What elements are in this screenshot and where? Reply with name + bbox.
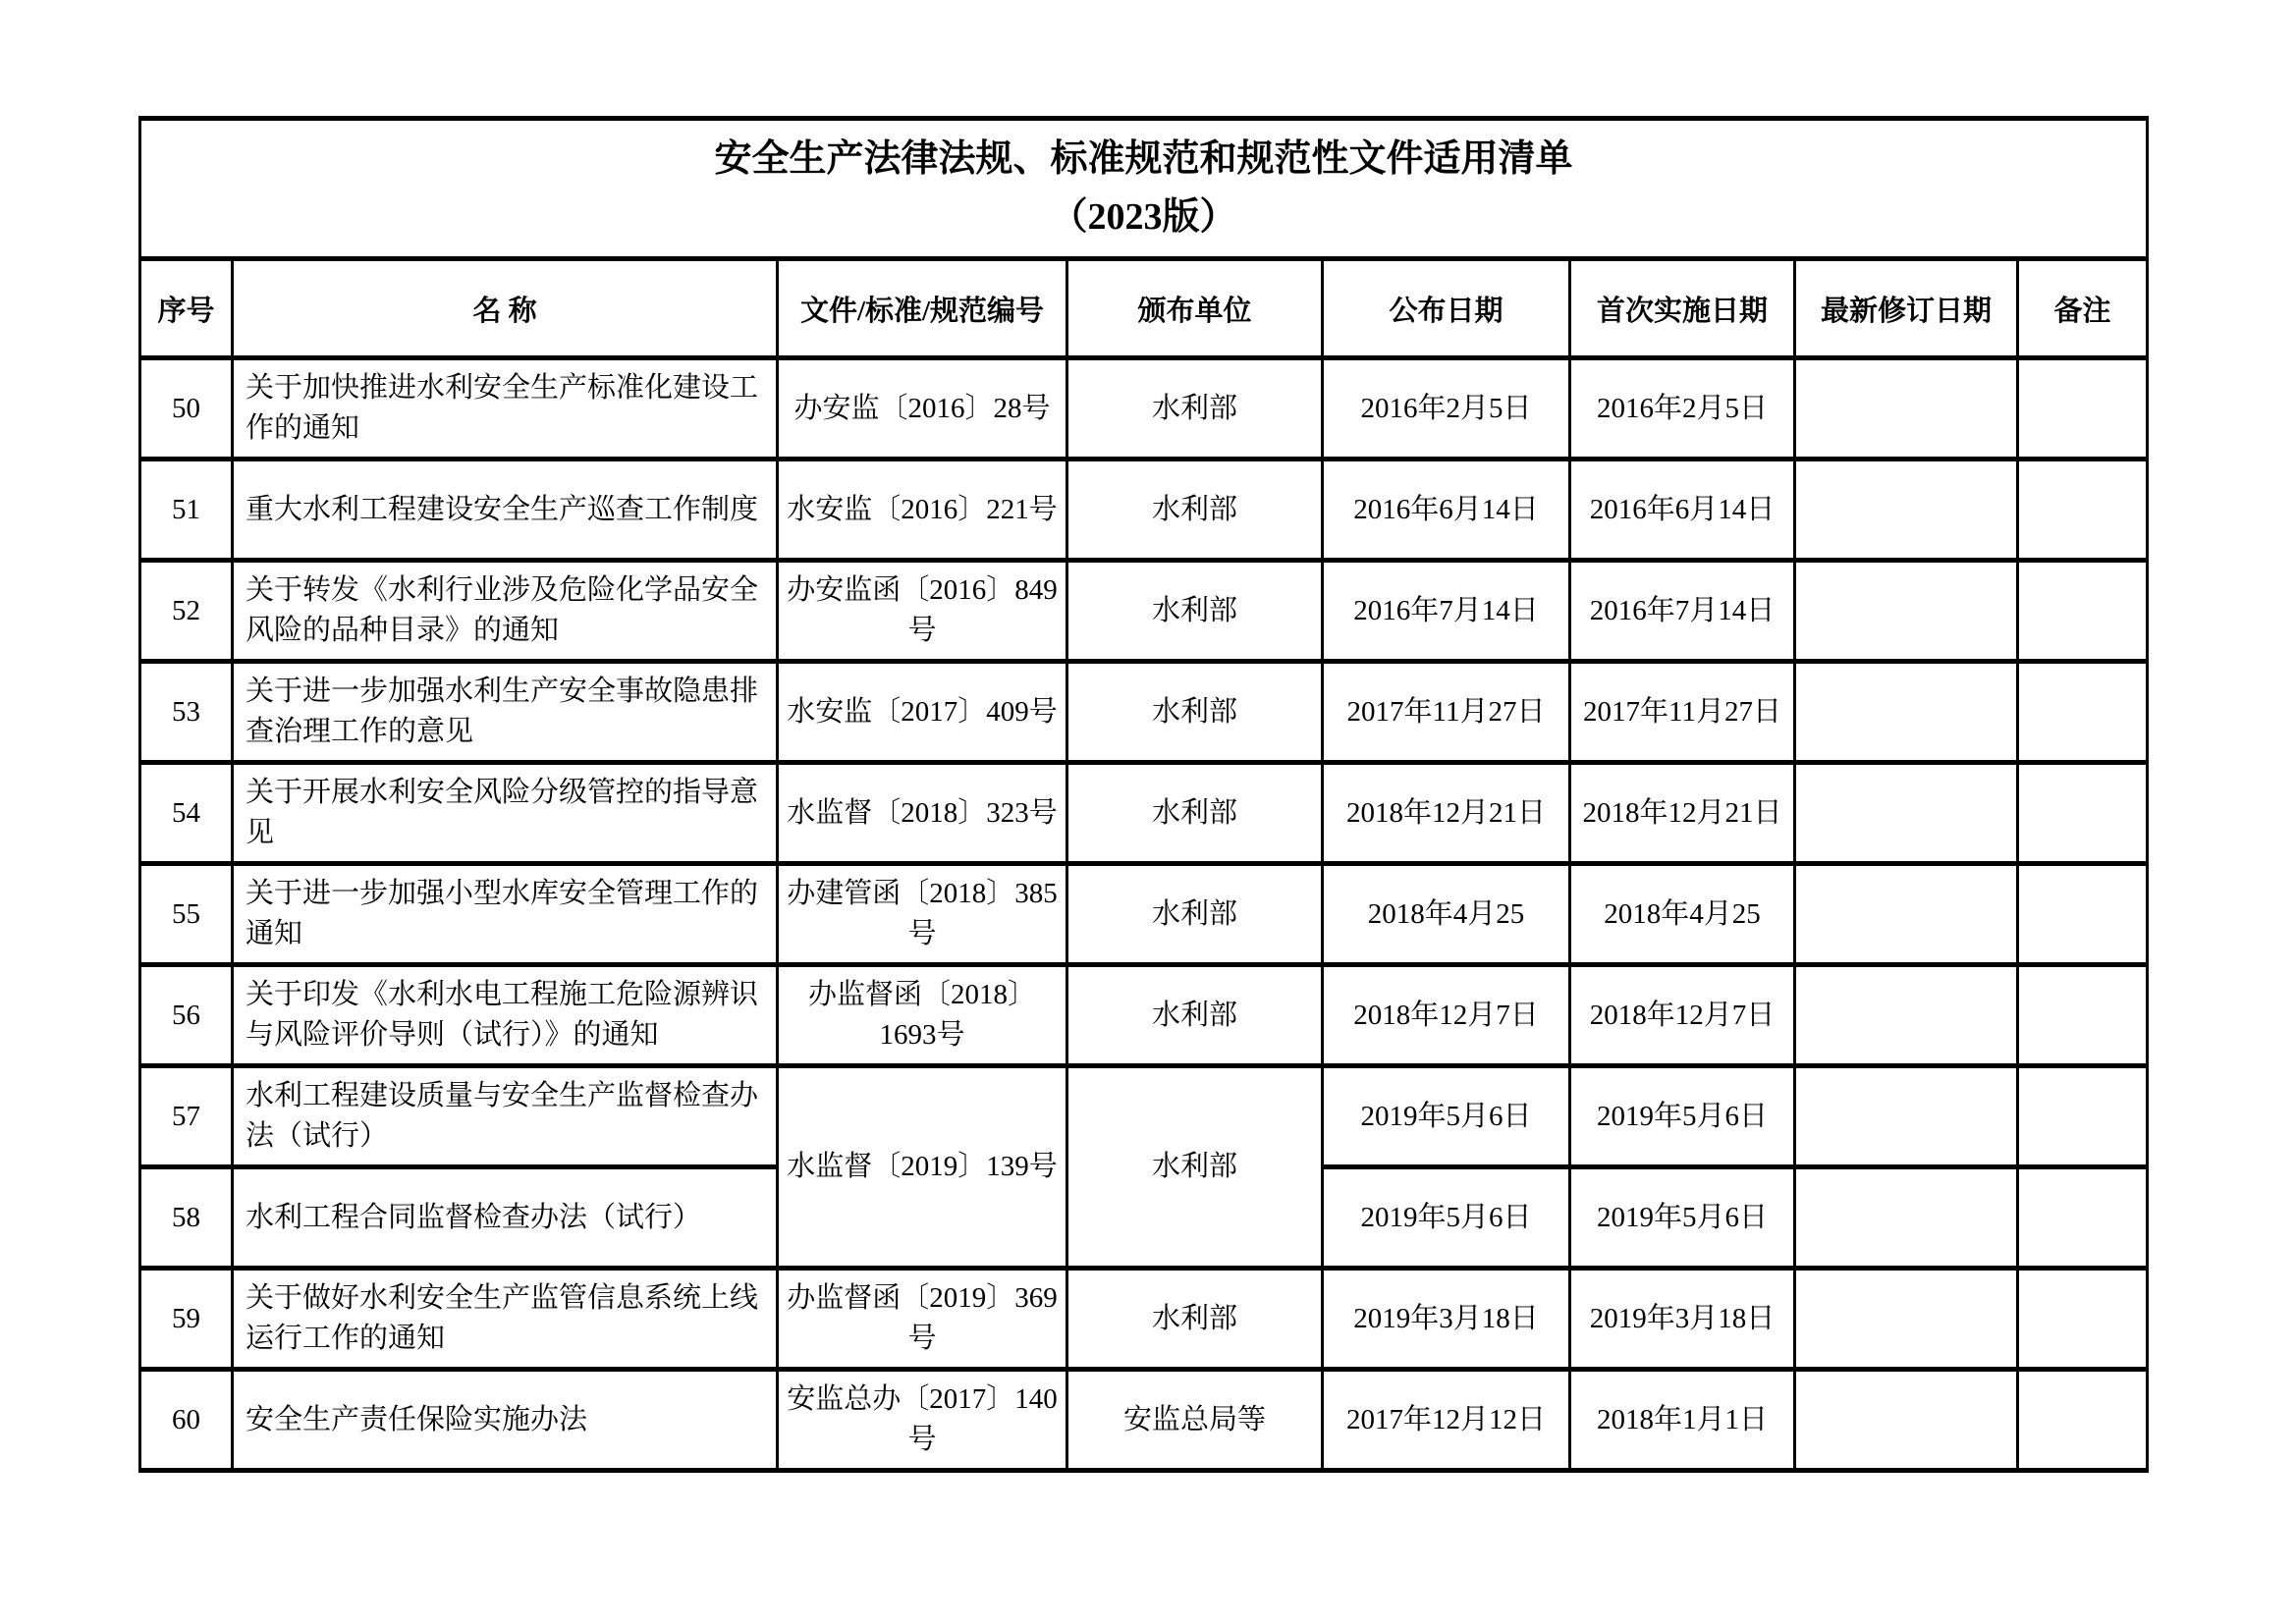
cell-first-impl-date: 2016年7月14日	[1570, 561, 1795, 662]
document-title-line2: （2023版）	[1050, 196, 1237, 238]
cell-remark	[2018, 1167, 2148, 1269]
cell-revision-date	[1795, 763, 2018, 864]
cell-first-impl-date: 2016年2月5日	[1570, 358, 1795, 460]
header-row	[140, 259, 2148, 358]
cell-publish-date: 2019年5月6日	[1323, 1066, 1570, 1167]
cell-publish-date: 2019年5月6日	[1323, 1167, 1570, 1269]
cell-publish-date: 2016年2月5日	[1323, 358, 1570, 460]
cell-issuer: 水利部	[1067, 358, 1323, 460]
cell-name: 关于开展水利安全风险分级管控的指导意见	[233, 763, 778, 864]
cell-first-impl-date: 2019年3月18日	[1570, 1269, 1795, 1370]
cell-serial: 57	[140, 1066, 233, 1167]
table-row-55	[140, 864, 2148, 965]
cell-publish-date: 2016年7月14日	[1323, 561, 1570, 662]
column-header-serial: 序号	[140, 259, 233, 358]
cell-serial: 52	[140, 561, 233, 662]
cell-issuer: 水利部	[1067, 1269, 1323, 1370]
cell-revision-date	[1795, 1167, 2018, 1269]
cell-issuer: 水利部	[1067, 561, 1323, 662]
document-title	[140, 119, 2148, 259]
cell-remark	[2018, 561, 2148, 662]
cell-doc-no: 水监督〔2018〕323号	[778, 763, 1067, 864]
table-row-51	[140, 460, 2148, 561]
cell-serial: 51	[140, 460, 233, 561]
cell-serial: 59	[140, 1269, 233, 1370]
column-header-issuer: 颁布单位	[1067, 259, 1323, 358]
cell-first-impl-date: 2018年1月1日	[1570, 1370, 1795, 1471]
cell-remark	[2018, 1370, 2148, 1471]
cell-first-impl-date: 2019年5月6日	[1570, 1167, 1795, 1269]
cell-revision-date	[1795, 460, 2018, 561]
cell-name: 关于进一步加强水利生产安全事故隐患排查治理工作的意见	[233, 662, 778, 763]
column-header-first-impl-date: 首次实施日期	[1570, 259, 1795, 358]
cell-revision-date	[1795, 358, 2018, 460]
cell-first-impl-date: 2016年6月14日	[1570, 460, 1795, 561]
cell-issuer: 安监总局等	[1067, 1370, 1323, 1471]
cell-doc-no: 安监总办〔2017〕140号	[778, 1370, 1067, 1471]
cell-publish-date: 2016年6月14日	[1323, 460, 1570, 561]
column-header-revision-date: 最新修订日期	[1795, 259, 2018, 358]
cell-name: 关于转发《水利行业涉及危险化学品安全风险的品种目录》的通知	[233, 561, 778, 662]
cell-remark	[2018, 460, 2148, 561]
cell-serial: 53	[140, 662, 233, 763]
cell-name: 关于加快推进水利安全生产标准化建设工作的通知	[233, 358, 778, 460]
cell-remark	[2018, 763, 2148, 864]
table-row-53	[140, 662, 2148, 763]
cell-name: 重大水利工程建设安全生产巡查工作制度	[233, 460, 778, 561]
cell-first-impl-date: 2018年4月25	[1570, 864, 1795, 965]
cell-name: 水利工程建设质量与安全生产监督检查办法（试行）	[233, 1066, 778, 1167]
cell-doc-no: 办安监〔2016〕28号	[778, 358, 1067, 460]
table-row-50	[140, 358, 2148, 460]
cell-name: 关于印发《水利水电工程施工危险源辨识与风险评价导则（试行）》的通知	[233, 965, 778, 1066]
cell-remark	[2018, 1066, 2148, 1167]
cell-issuer: 水利部	[1067, 763, 1323, 864]
cell-issuer: 水利部	[1067, 965, 1323, 1066]
cell-name: 关于做好水利安全生产监管信息系统上线运行工作的通知	[233, 1269, 778, 1370]
cell-serial: 55	[140, 864, 233, 965]
cell-first-impl-date: 2019年5月6日	[1570, 1066, 1795, 1167]
cell-name: 水利工程合同监督检查办法（试行）	[233, 1167, 778, 1269]
cell-revision-date	[1795, 965, 2018, 1066]
cell-publish-date: 2017年12月12日	[1323, 1370, 1570, 1471]
cell-serial: 58	[140, 1167, 233, 1269]
cell-revision-date	[1795, 662, 2018, 763]
cell-serial: 54	[140, 763, 233, 864]
table-row-57	[140, 1066, 2148, 1167]
column-header-doc-no: 文件/标准/规范编号	[778, 259, 1067, 358]
cell-remark	[2018, 864, 2148, 965]
column-header-remark: 备注	[2018, 259, 2148, 358]
document-title-line1: 安全生产法律法规、标准规范和规范性文件适用清单	[714, 138, 1573, 181]
table-row-59	[140, 1269, 2148, 1370]
cell-name: 安全生产责任保险实施办法	[233, 1370, 778, 1471]
cell-first-impl-date: 2018年12月21日	[1570, 763, 1795, 864]
table-row-52	[140, 561, 2148, 662]
cell-revision-date	[1795, 561, 2018, 662]
cell-publish-date: 2018年4月25	[1323, 864, 1570, 965]
cell-serial: 60	[140, 1370, 233, 1471]
cell-doc-no: 水安监〔2016〕221号	[778, 460, 1067, 561]
regulations-table	[138, 116, 2149, 1473]
cell-revision-date	[1795, 1066, 2018, 1167]
cell-issuer-merged: 水利部	[1067, 1066, 1323, 1269]
title-row	[140, 119, 2148, 259]
cell-issuer: 水利部	[1067, 864, 1323, 965]
column-header-name: 名 称	[233, 259, 778, 358]
cell-remark	[2018, 662, 2148, 763]
cell-serial: 56	[140, 965, 233, 1066]
cell-revision-date	[1795, 1370, 2018, 1471]
cell-revision-date	[1795, 1269, 2018, 1370]
cell-doc-no: 办安监函〔2016〕849号	[778, 561, 1067, 662]
cell-remark	[2018, 358, 2148, 460]
cell-name: 关于进一步加强小型水库安全管理工作的通知	[233, 864, 778, 965]
cell-doc-no: 办监督函〔2018〕1693号	[778, 965, 1067, 1066]
cell-doc-no: 办监督函〔2019〕369号	[778, 1269, 1067, 1370]
table-row-60	[140, 1370, 2148, 1471]
cell-doc-no: 办建管函〔2018〕385号	[778, 864, 1067, 965]
table-row-54	[140, 763, 2148, 864]
cell-serial: 50	[140, 358, 233, 460]
cell-revision-date	[1795, 864, 2018, 965]
cell-first-impl-date: 2017年11月27日	[1570, 662, 1795, 763]
cell-publish-date: 2017年11月27日	[1323, 662, 1570, 763]
cell-issuer: 水利部	[1067, 662, 1323, 763]
cell-publish-date: 2018年12月7日	[1323, 965, 1570, 1066]
cell-doc-no-merged: 水监督〔2019〕139号	[778, 1066, 1067, 1269]
cell-issuer: 水利部	[1067, 460, 1323, 561]
cell-publish-date: 2019年3月18日	[1323, 1269, 1570, 1370]
cell-remark	[2018, 965, 2148, 1066]
column-header-publish-date: 公布日期	[1323, 259, 1570, 358]
cell-remark	[2018, 1269, 2148, 1370]
cell-doc-no: 水安监〔2017〕409号	[778, 662, 1067, 763]
cell-publish-date: 2018年12月21日	[1323, 763, 1570, 864]
table-row-56	[140, 965, 2148, 1066]
cell-first-impl-date: 2018年12月7日	[1570, 965, 1795, 1066]
